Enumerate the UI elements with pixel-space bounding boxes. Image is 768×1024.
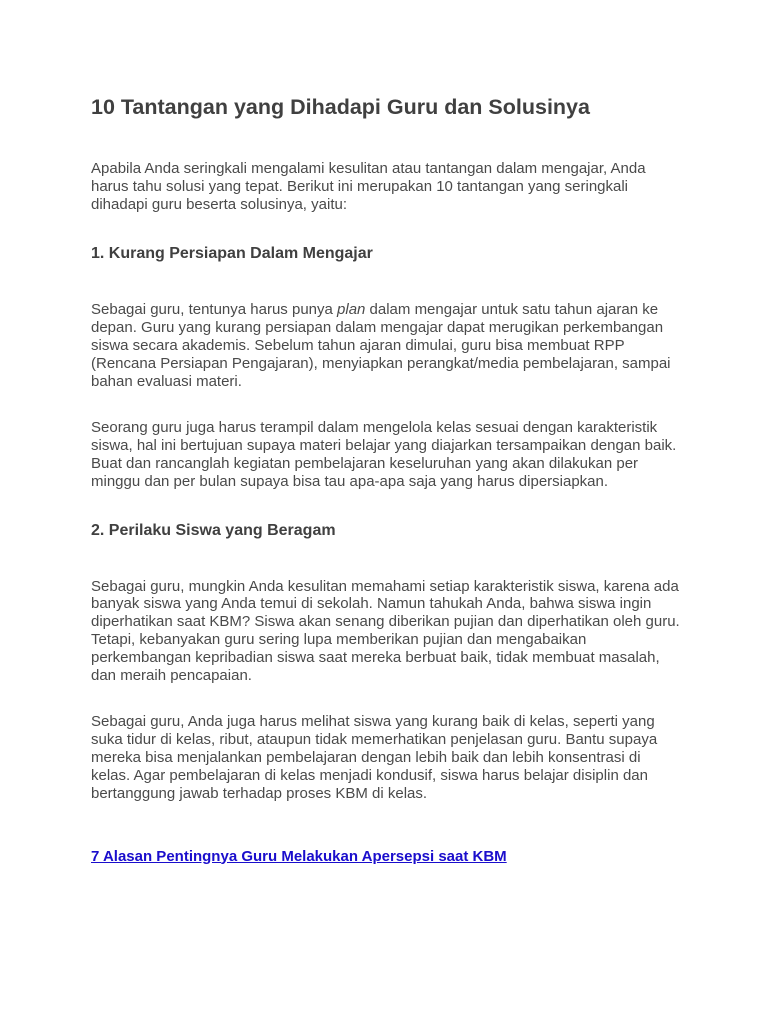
section-2-paragraph-1: Sebagai guru, mungkin Anda kesulitan memahami setiap karakteristik siswa, karena ada banyak siswa yang Anda temui di sekolah. Namun tahukah Anda, bahwa siswa ingin diperhatikan saat KBM? Siswa akan senang diberikan pujian dan diperhatikan oleh guru. Tetapi, kebanyakan guru sering lupa memberikan pujian dan mengabaikan perkembangan kepribadian siswa saat mereka berbuat baik, tidak membuat masalah, dan meraih pencapaian. xyxy=(91,577,680,685)
section-1-paragraph-1-start: Sebagai guru, tentunya harus punya xyxy=(91,301,338,319)
related-article-link[interactable]: 7 Alasan Pentingnya Guru Melakukan Apersepsi saat KBM xyxy=(91,847,507,865)
article xyxy=(91,92,683,866)
emphasis-plan: plan xyxy=(337,301,366,319)
section-1-paragraph-1-end: dalam mengajar untuk satu tahun ajaran ke depan. Guru yang kurang persiapan dalam mengajar dapat merugikan perkembangan siswa secara akademis. Sebelum tahun ajaran dimulai, guru bisa membuat RPP (Rencana Persiapan Pengajaran), menyiapkan perangkat/media pembelajaran, sampai bahan evaluasi materi. xyxy=(91,301,671,391)
section-2-paragraph-2: Sebagai guru, Anda juga harus melihat siswa yang kurang baik di kelas, seperti yang suka tidur di kelas, ribut, ataupun tidak memerhatikan penjelasan guru. Bantu supaya mereka bisa menjalankan pembelajaran dengan lebih baik dan lebih konsentrasi di kelas. Agar pembelajaran di kelas menjadi kondusif, siswa harus belajar disiplin dan bertanggung jawab terhadap proses KBM di kelas. xyxy=(91,712,658,802)
intro-paragraph: Apabila Anda seringkali mengalami kesulitan atau tantangan dalam mengajar, Anda harus tahu solusi yang tepat. Berikut ini merupakan 10 tantangan yang seringkali dihadapi guru beserta solusinya, yaitu: xyxy=(91,160,646,213)
section-1-paragraph-1 xyxy=(91,301,683,391)
section-2-heading: 2. Perilaku Siswa yang Beragam xyxy=(91,521,336,539)
section-1-paragraph-2: Seorang guru juga harus terampil dalam mengelola kelas sesuai dengan karakteristik siswa, hal ini bertujuan supaya materi belajar yang diajarkan tersampaikan dengan baik. Buat dan rancanglah kegiatan pembelajaran keseluruhan yang akan dilakukan per minggu dan per bulan supaya bisa tau apa-apa saja yang harus dipersiapkan. xyxy=(91,418,677,490)
section-1-heading: 1. Kurang Persiapan Dalam Mengajar xyxy=(91,245,373,263)
page-title: 10 Tantangan yang Dihadapi Guru dan Solusinya xyxy=(91,95,590,119)
